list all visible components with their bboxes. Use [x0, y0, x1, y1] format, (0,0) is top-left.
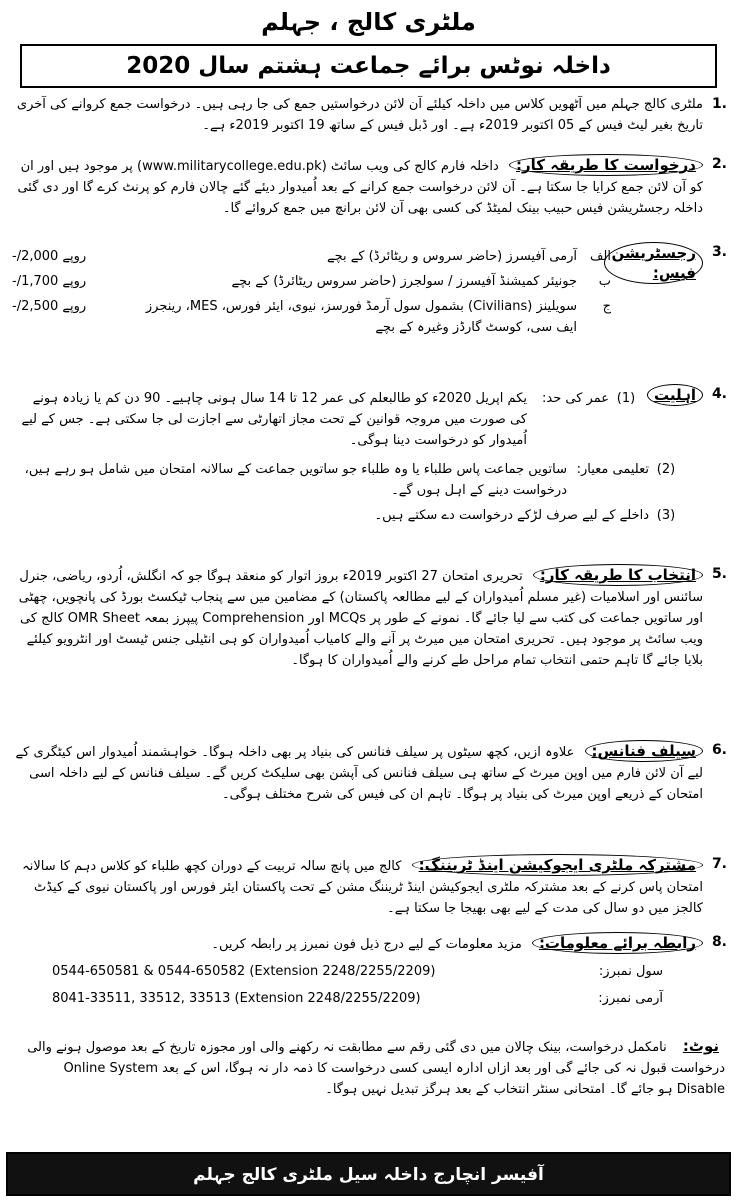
fee-amount: -/2,500 روپے [12, 299, 87, 314]
fee-category: جونیئر کمیشنڈ آفیسرز / سولجرز (حاضر سروس ریٹائرڈ) کے بچے [231, 274, 577, 289]
section-8 [6, 932, 731, 1032]
sub-heading: عمر کی حد: [542, 391, 609, 406]
civil-label: سول نمبرز: [598, 964, 663, 979]
section-number: 6. [711, 742, 727, 758]
section-number: 5. [711, 566, 727, 582]
college-title: ملٹری کالج ، جہلم [261, 8, 476, 36]
section-number: 7. [711, 856, 727, 872]
civil-numbers: 0544-650581 & 0544-650582 (Extension 2248/2255/2209) [52, 964, 436, 979]
fee-label: ج [602, 299, 611, 314]
fee-list [12, 242, 611, 342]
section-1 [6, 94, 731, 146]
fee-row [12, 246, 611, 267]
section-text: ملٹری کالج جہلم میں آٹھویں کلاس میں داخلہ کیلئے آن لائن درخواستیں جمع کی جا رہی ہیں۔ درخواست جمع کروانے کی آخری تاریخ بغیر لیٹ فیس کے 05 اکتوبر 2019ء ہے۔ اور ڈبل فیس کے ساتھ 19 اکتوبر 2019ء ہے۔ [16, 97, 703, 133]
section-heading: مشترکہ ملٹری ایجوکیشن اینڈ ٹریننگ: [412, 854, 703, 876]
section-2 [6, 154, 731, 236]
sub-text: یکم اپریل 2020ء کو طالبعلم کی عمر 12 تا 14 سال ہونی چاہیے۔ 90 دن کم یا زیادہ ہونے کی صورت میں مروجہ قوانین کے تحت مجاز اتھارٹی سے اجازت لی جا سکتی ہے۔ جس کے لیے اُمیدوار کو درخواست دینا ہوگی۔ [21, 391, 527, 448]
section-heading: سیلف فنانس: [585, 740, 704, 762]
section-heading: درخواست کا طریقہ کار: [509, 154, 703, 176]
sub-number: (3) [656, 508, 676, 523]
section-5 [6, 564, 731, 732]
section-text: مزید معلومات کے لیے درج ذیل فون نمبرز پر رابطہ کریں۔ [211, 937, 522, 952]
section-text: کالج میں پانچ سالہ تربیت کے دوران کچھ طلباء کو کلاس دہم کا سالانہ امتحان پاس کرنے کے بعد مشترکہ ملٹری ایجوکیشن اینڈ ٹریننگ مشن کے تحت پاکستان ایئر فورس اور پاکستان نیوی کے کیڈٹ کالجز میں دو سال کی مدت کے لیے بھی بھیجا جا سکتا ہے۔ [22, 859, 703, 916]
section-7 [6, 854, 731, 928]
note-heading: نوٹ: [682, 1037, 719, 1055]
section-number: 2. [711, 156, 727, 172]
sub-text: ساتویں جماعت پاس طلباء یا وہ طلباء جو ساتویں جماعت کے سالانہ امتحان میں شامل ہو رہے ہیں، درخواست دینے کے اہل ہوں گے۔ [24, 462, 567, 498]
section-number: 1. [711, 96, 727, 112]
fee-row [12, 271, 611, 292]
section-heading: رابطہ برائے معلومات: [532, 932, 703, 954]
section-text: علاوہ ازیں، کچھ سیٹوں پر سیلف فنانس کی بنیاد پر بھی داخلہ ہوگا۔ خواہشمند اُمیدوار اس کیٹگری کے لیے آن لائن فارم میں اوپن میرٹ کے ساتھ ہی سیلف فنانس کی آپشن بھی سلیکٹ کریں گے۔ سیلف فنانس کے لیے داخلہ اسی امتحان کے ذریعے اوپن میرٹ کی بنیاد پر ہوگا۔ تاہم ان کی فیس کی شرح مختلف ہوگی۔ [15, 745, 703, 802]
note-section [6, 1036, 731, 1126]
footer-signature: آفیسر انچارج داخلہ سیل ملٹری کالج جہلم [6, 1152, 731, 1196]
section-3 [6, 242, 731, 380]
section-heading: رجسٹریشن فیس: [604, 242, 703, 284]
fee-row [12, 296, 611, 338]
fee-amount: -/1,700 روپے [12, 274, 87, 289]
sub-number: (2) [656, 462, 676, 477]
sub-number: (1) [616, 391, 636, 406]
civil-phone-row [12, 961, 663, 982]
sub-text: داخلے کے لیے صرف لڑکے درخواست دے سکتے ہیں۔ [374, 508, 649, 523]
fee-label: ب [598, 274, 611, 289]
fee-category: سویلینز (Civilians) بشمول سول آرمڈ فورسز، نیوی، ایئر فورس، MES، رینجرز ایف سی، کوسٹ گارڈز وغیرہ کے بچے [145, 299, 577, 335]
section-6 [6, 740, 731, 846]
section-number: 3. [711, 244, 727, 260]
section-heading: اہلیت [647, 384, 703, 406]
section-text: تحریری امتحان 27 اکتوبر 2019ء بروز اتوار کو منعقد ہوگا جو کہ انگلش، اُردو، ریاضی، جنرل سائنس اور اسلامیات (غیر مسلم اُمیدواران کے لیے مطالعہ پاکستان) کے مضامین میں سے پنجاب ٹیکسٹ بورڈ کی پانچویں، چھٹی اور ساتویں جماعت کی کتب سے لیا جائے گا۔ نمونے کے طور پر MCQs اور Comprehension پیپرز بمعہ OMR Sheet کالج کی ویب سائٹ پر موجود ہیں۔ تحریری امتحان میں میرٹ پر آنے والے کامیاب اُمیدواران کو ہی انٹیلی جنس ٹیسٹ اور انٹرویو کیلئے بلایا جائے گا تاہم حتمی انتخاب تمام مراحل طے کرنے والے اُمیدواران کا ہوگا۔ [18, 569, 703, 668]
fee-amount: -/2,000 روپے [12, 249, 87, 264]
army-numbers: 8041-33511, 33512, 33513 (Extension 2248/2255/2209) [52, 991, 421, 1006]
army-phone-row [12, 988, 663, 1009]
sub-heading: تعلیمی معیار: [576, 462, 649, 477]
section-4 [6, 384, 731, 558]
section-text: داخلہ فارم کالج کی ویب سائٹ (www.militarycollege.edu.pk) پر موجود ہیں اور ان کو آن لائن جمع کرایا جا سکتا ہے۔ آن لائن درخواست جمع کرانے کے بعد اُمیدوار دیئے گئے چالان فارم کو پرنٹ کرے گا اور دی گئی داخلہ رجسٹریشن فیس حبیب بینک لمیٹڈ کی کسی بھی آن لائن برانچ میں جمع کروائے گا۔ [17, 159, 703, 216]
section-heading: انتخاب کا طریقہ کار: [533, 564, 703, 586]
note-text: نامکمل درخواست، بینک چالان میں دی گئی رقم سے مطابقت نہ رکھنے والی اور مجوزہ تاریخ کے بعد موصول ہونے والی درخواست قبول نہ کی جائے گی اور بعد ازاں ادارہ ایسی کسی درخواست کا ذمہ دار نہ ہوگا، اس کے بعد Online System Disable ہو جائے گا۔ امتحانی سنٹر انتخاب کے بعد ہرگز تبدیل نہیں ہوگا۔ [27, 1040, 725, 1097]
section-number: 4. [711, 386, 727, 402]
eligibility-gender [12, 505, 683, 526]
section-number: 8. [711, 934, 727, 950]
fee-label: الف [589, 249, 611, 264]
eligibility-education [12, 459, 683, 501]
eligibility-age [12, 388, 643, 451]
fee-category: آرمی آفیسرز (حاضر سروس و ریٹائرڈ) کے بچے [326, 249, 577, 264]
army-label: آرمی نمبرز: [598, 991, 663, 1006]
notice-banner: داخلہ نوٹس برائے جماعت ہشتم سال 2020 [20, 44, 717, 88]
